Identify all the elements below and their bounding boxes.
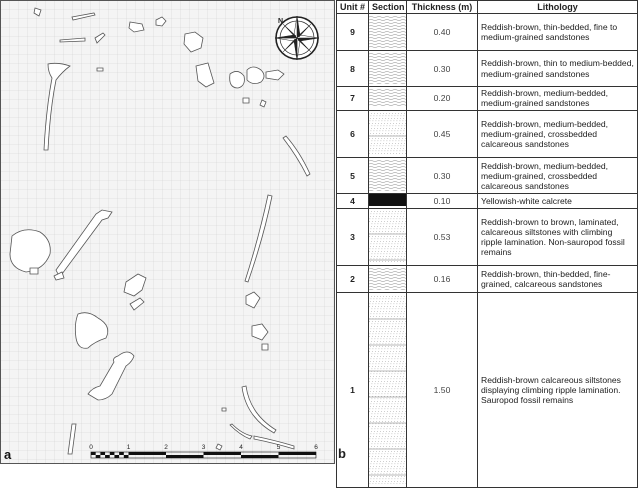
thickness-value: 0.16 — [407, 265, 478, 292]
panel-b-label: b — [338, 446, 346, 461]
header-lithology: Lithology — [478, 1, 638, 14]
scale-bar-tick-label: 0 — [89, 444, 93, 451]
table-row-unit-2 — [337, 265, 638, 292]
quarry-map — [0, 0, 335, 464]
unit-number: 7 — [337, 87, 369, 110]
scale-bar-segment — [96, 455, 101, 458]
fossil-fragment — [243, 98, 249, 103]
header-thickness: Thickness (m) — [407, 1, 478, 14]
lithology-description: Reddish-brown, medium-bedded, medium-grained, crossbedded calcareous sandstones — [478, 110, 638, 158]
scale-bar-segment — [105, 455, 110, 458]
table-header-row — [337, 1, 638, 14]
compass-rose — [275, 16, 319, 60]
scale-bar-segment — [204, 452, 242, 455]
scale-bar-segment — [279, 452, 317, 455]
thickness-value: 0.10 — [407, 194, 478, 209]
fossil-fragment — [97, 68, 103, 71]
lithology-description: Reddish-brown, thin to medium-bedded, medium-grained sandstones — [478, 51, 638, 87]
panel-a-label: a — [4, 447, 12, 462]
section-column-cell — [369, 265, 407, 292]
scale-bar-segment — [124, 455, 129, 458]
scale-bar-segment — [110, 452, 115, 455]
quarry-map-panel — [0, 0, 335, 464]
unit-number: 6 — [337, 110, 369, 158]
table-row-unit-3 — [337, 209, 638, 266]
lithology-description: Yellowish-white calcrete — [478, 194, 638, 209]
table-row-unit-7 — [337, 87, 638, 110]
section-column-cell — [369, 194, 407, 209]
scale-bar-tick-label: 2 — [164, 444, 168, 451]
table-row-unit-8 — [337, 51, 638, 87]
scale-bar-tick-label: 1 — [127, 444, 131, 451]
thickness-value: 0.30 — [407, 51, 478, 87]
section-column-cell — [369, 110, 407, 158]
scale-bar-tick-label: 6 — [314, 444, 318, 451]
lithology-description: Reddish-brown to brown, laminated, calcareous siltstones with climbing ripple lamination. Non-sauropod fossil remains — [478, 209, 638, 266]
scale-bar-tick-label: 5 — [277, 444, 281, 451]
stratigraphic-table-panel — [336, 0, 638, 464]
scale-bar-segment — [166, 455, 204, 458]
scale-bar-segment — [241, 455, 279, 458]
lithology-description: Reddish-brown, medium-bedded, medium-grained, crossbedded calcareous sandstones — [478, 158, 638, 194]
fossil-fragment — [262, 344, 268, 350]
fossil-fragment — [30, 268, 38, 274]
scale-bar-tick-label: 4 — [239, 444, 243, 451]
unit-number: 8 — [337, 51, 369, 87]
compass-north-label: N — [278, 18, 283, 25]
thickness-value: 0.20 — [407, 87, 478, 110]
unit-number: 2 — [337, 265, 369, 292]
scale-bar-segment — [129, 452, 167, 455]
scale-bar-segment — [114, 455, 119, 458]
section-column-cell — [369, 158, 407, 194]
unit-number: 1 — [337, 293, 369, 488]
lithology-description: Reddish-brown, thin-bedded, fine-grained, calcareous sandstones — [478, 265, 638, 292]
section-pattern-dotted — [369, 294, 406, 484]
unit-number: 3 — [337, 209, 369, 266]
section-column-cell — [369, 293, 407, 488]
thickness-value: 0.30 — [407, 158, 478, 194]
section-pattern-wavy — [369, 87, 406, 107]
section-pattern-wavy — [369, 158, 406, 191]
table-body — [337, 14, 638, 488]
section-column-cell — [369, 14, 407, 51]
unit-number: 9 — [337, 14, 369, 51]
section-pattern-wavy — [369, 14, 406, 48]
thickness-value: 0.40 — [407, 14, 478, 51]
header-unit: Unit # — [337, 1, 369, 14]
lithology-description: Reddish-brown calcareous siltstones displaying climbing ripple lamination. Sauropod fossil remains — [478, 293, 638, 488]
thickness-value: 0.45 — [407, 110, 478, 158]
unit-number: 4 — [337, 194, 369, 209]
thickness-value: 0.53 — [407, 209, 478, 266]
scale-bar-segment — [100, 452, 105, 455]
table-row-unit-6 — [337, 110, 638, 158]
section-pattern-dotted — [369, 209, 406, 263]
lithology-description: Reddish-brown, medium-bedded, medium-grained sandstones — [478, 87, 638, 110]
section-column-cell — [369, 87, 407, 110]
section-column-cell — [369, 209, 407, 266]
thickness-value: 1.50 — [407, 293, 478, 488]
table-row-unit-9 — [337, 14, 638, 51]
section-column-cell — [369, 51, 407, 87]
section-pattern-solid — [369, 194, 406, 206]
stratigraphic-table — [336, 0, 638, 488]
section-pattern-dotted — [369, 111, 406, 156]
fossil-fragment — [222, 408, 226, 411]
table-row-unit-1 — [337, 293, 638, 488]
header-section: Section — [369, 1, 407, 14]
section-pattern-wavy — [369, 266, 406, 290]
scale-bar-tick-label: 3 — [202, 444, 206, 451]
lithology-description: Reddish-brown, thin-bedded, fine to medium-grained sandstones — [478, 14, 638, 51]
unit-number: 5 — [337, 158, 369, 194]
section-pattern-wavy — [369, 51, 406, 84]
table-row-unit-5 — [337, 158, 638, 194]
table-row-unit-4 — [337, 194, 638, 209]
scale-bar-segment — [119, 452, 124, 455]
scale-bar-segment — [91, 452, 96, 455]
fossil-skull — [230, 71, 245, 88]
